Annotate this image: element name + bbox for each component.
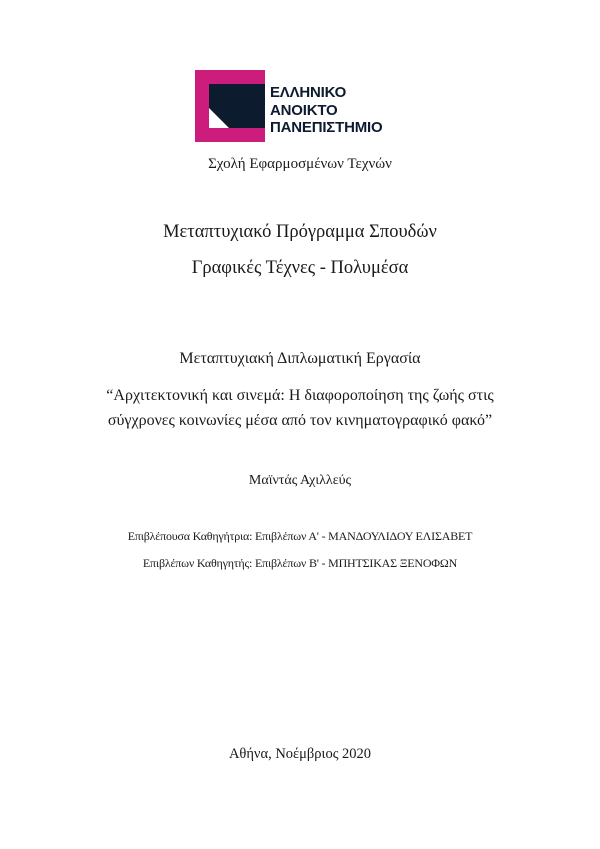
place-date: Αθήνα, Νοέμβριος 2020 [228, 746, 372, 762]
supervisor-1: Επιβλέπουσα Καθηγήτρια: Επιβλέπων Α' - ΜΑΝΔΟΥΛΙΔΟΥ ΕΛΙΣΑΒΕΤ [127, 529, 473, 543]
thesis-title-line-1: “Αρχιτεκτονική και σινεμά: Η διαφοροποίηση της ζωής στις [106, 387, 494, 404]
author-name: Μαϊντάς Αχιλλεύς [248, 473, 352, 488]
supervisor-2: Επιβλέπων Καθηγητής: Επιβλέπων Β' - ΜΠΗΤΣΙΚΑΣ ΞΕΝΟΦΩΝ [142, 556, 458, 570]
university-logo [195, 70, 385, 142]
logo-emblem-icon [195, 70, 265, 142]
logo-line-1: ΕΛΛΗΝΙΚΟ [270, 84, 347, 101]
thesis-type: Μεταπτυχιακή Διπλωματική Εργασία [179, 350, 421, 367]
logo-line-2: ΑΝΟΙΚΤΟ [270, 101, 338, 119]
specialization-name: Γραφικές Τέχνες - Πολυμέσα [191, 258, 409, 278]
program-name: Μεταπτυχιακό Πρόγραμμα Σπουδών [163, 222, 437, 242]
logo-text [270, 84, 382, 137]
thesis-title-line-2: σύγχρονες κοινωνίες μέσα από τον κινηματογραφικό φακό” [107, 412, 493, 429]
school-name: Σχολή Εφαρμοσμένων Τεχνών [208, 156, 392, 172]
thesis-title [0, 383, 600, 433]
logo-line-3: ΠΑΝΕΠΙΣΤΗΜΙΟ [270, 119, 383, 136]
